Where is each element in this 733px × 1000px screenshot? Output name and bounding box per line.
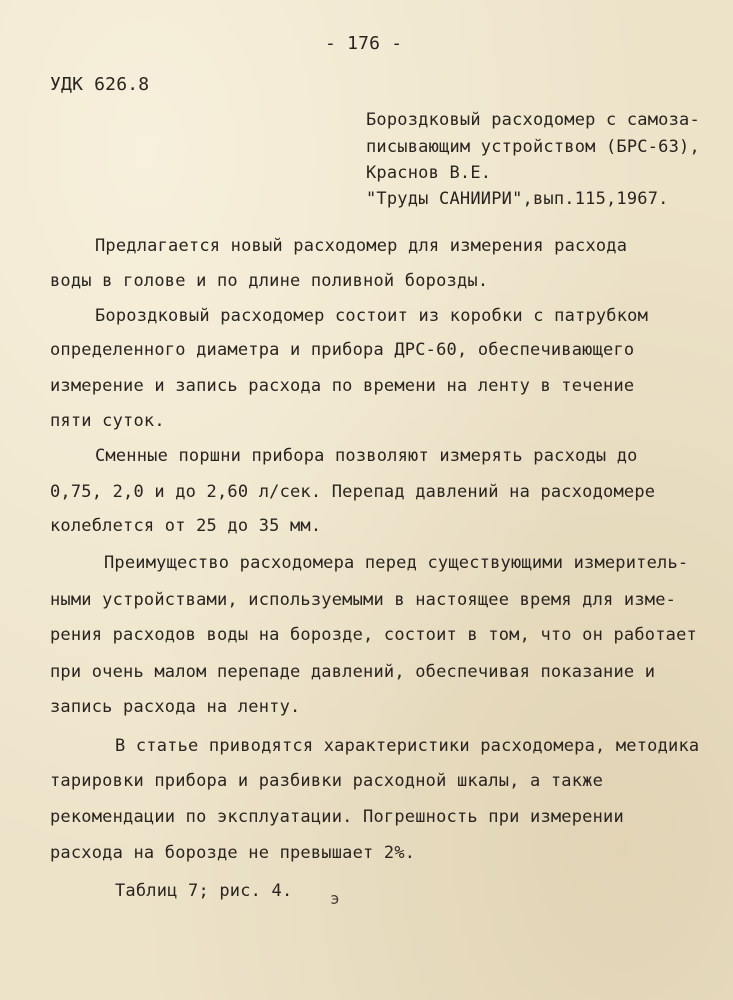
text-line: В статье приводятся характеристики расходомера, методика [115, 736, 700, 756]
text-line: рекомендации по эксплуатации. Погрешность при измерении [50, 807, 624, 827]
reference-source: "Труды САНИИРИ",вып.115,1967. [366, 189, 669, 209]
text-line: Предлагается новый расходомер для измерения расхода [95, 236, 628, 256]
text-line: 0,75, 2,0 и до 2,60 л/сек. Перепад давлений на расходомере [50, 482, 656, 502]
text-line: Бороздковый расходомер состоит из коробки с патрубком [95, 306, 649, 326]
text-line: пяти суток. [50, 411, 165, 431]
text-line: при очень малом перепаде давлений, обеспечивая показание и [50, 662, 656, 682]
page-number: - 176 - [325, 33, 403, 54]
text-line: тарировки прибора и разбивки расходной шкалы, а также [50, 771, 604, 791]
reference-title-line-2: писывающим устройством (БРС-63), [366, 137, 700, 157]
text-line: измерение и запись расхода по времени на ленту в течение [50, 376, 635, 396]
text-line: воды в голове и по длине поливной борозды. [50, 271, 489, 291]
tables-figures-count: Таблиц 7; рис. 4. [115, 881, 293, 901]
text-line: Преимущество расходомера перед существующими измеритель- [104, 553, 689, 573]
text-line: колеблется от 25 до 35 мм. [50, 516, 322, 536]
reference-title-line-1: Бороздковый расходомер с самоза- [366, 110, 700, 130]
text-line: Сменные поршни прибора позволяют измерять расходы до [95, 446, 638, 466]
text-line: ными устройствами, используемыми в настоящее время для изме- [50, 590, 677, 610]
text-line: рения расходов воды на борозде, состоит в том, что он работает [50, 625, 697, 645]
stray-mark: э [330, 889, 340, 908]
udc-code: УДК 626.8 [50, 74, 150, 95]
text-line: определенного диаметра и прибора ДРС-60, обеспечивающего [50, 340, 635, 360]
reference-author: Краснов В.Е. [366, 163, 492, 183]
text-line: расхода на борозде не превышает 2%. [50, 843, 416, 863]
text-line: запись расхода на ленту. [50, 697, 301, 717]
